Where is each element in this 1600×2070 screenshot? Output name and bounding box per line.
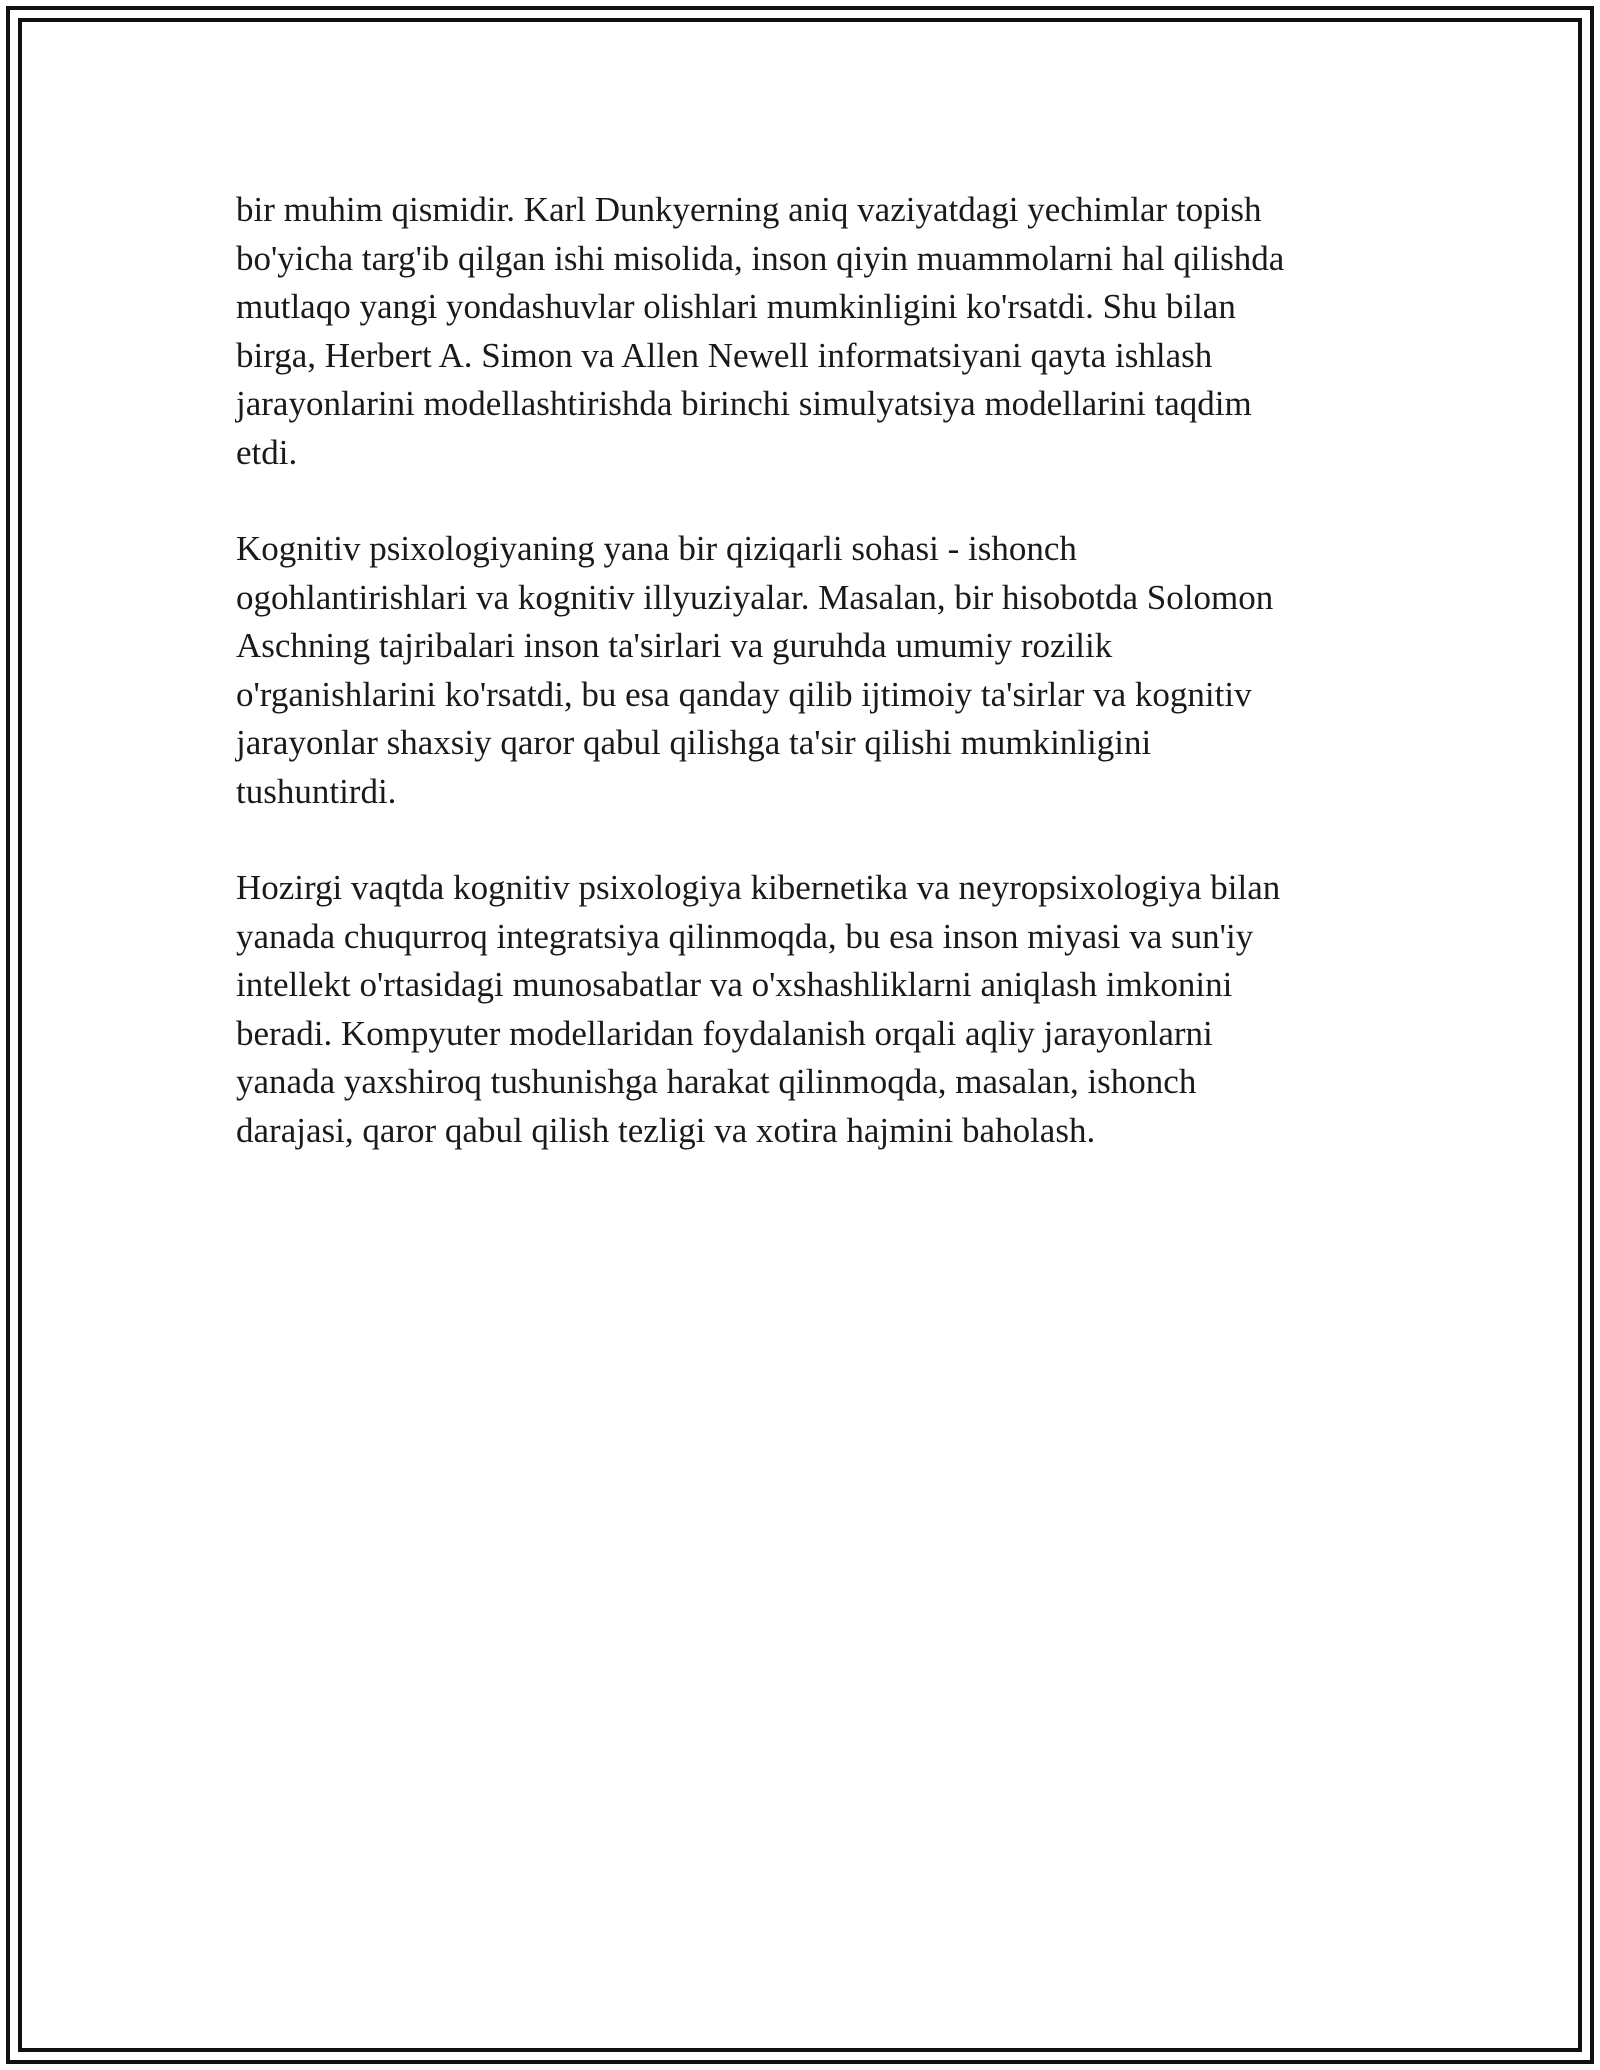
paragraph-3: Hozirgi vaqtda kognitiv psixologiya kibernetika va neyropsixologiya bilan yanada chuqurroq integratsiya qilinmoqda, bu esa inson miyasi va sun'iy intellekt o'rtasidagi munosabatlar va o'xshashliklarni aniqlash imkonini beradi. Kompyuter modellaridan foydalanish orqali aqliy jarayonlarni yanada yaxshiroq tushunishga harakat qilinmoqda, masalan, ishonch darajasi, qaror qabul qilish tezligi va xotira hajmini baholash. bbox=[236, 868, 1281, 1150]
document-body bbox=[236, 186, 1356, 1203]
paragraph-1: bir muhim qismidir. Karl Dunkyerning aniq vaziyatdagi yechimlar topish bo'yicha targ'ib qilgan ishi misolida, inson qiyin muammolarni hal qilishda mutlaqo yangi yondashuvlar olishlari mumkinligini ko'rsatdi. Shu bilan birga, Herbert A. Simon va Allen Newell informatsiyani qayta ishlash jarayonlarini modellashtirishda birinchi simulyatsiya modellarini taqdim etdi. bbox=[236, 190, 1285, 472]
paragraph-2: Kognitiv psixologiyaning yana bir qiziqarli sohasi - ishonch ogohlantirishlari va kognitiv illyuziyalar. Masalan, bir hisobotda Solomon Aschning tajribalari inson ta'sirlari va guruhda umumiy rozilik o'rganishlarini ko'rsatdi, bu esa qanday qilib ijtimoiy ta'sirlar va kognitiv jarayonlar shaxsiy qaror qabul qilishga ta'sir qilishi mumkinligini tushuntirdi. bbox=[236, 529, 1274, 811]
